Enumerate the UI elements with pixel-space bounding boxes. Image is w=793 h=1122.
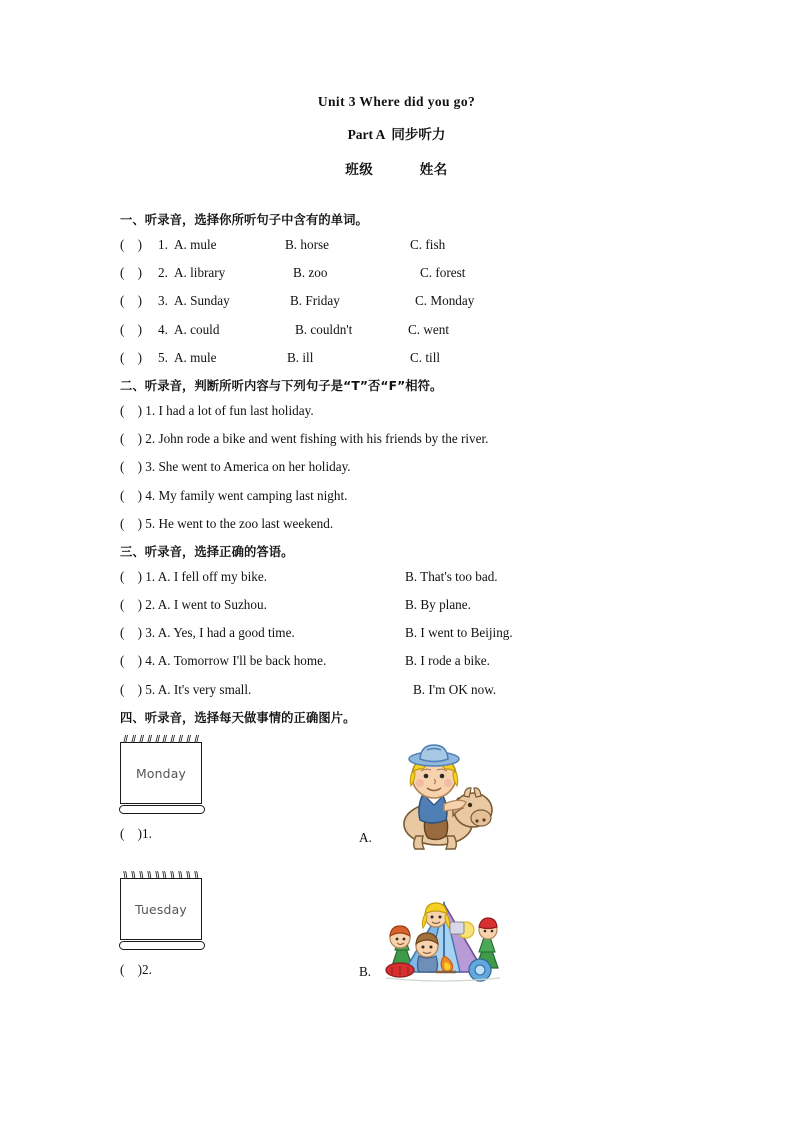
option-b[interactable]: B. zoo bbox=[293, 265, 328, 281]
option-b[interactable]: B. Friday bbox=[290, 293, 340, 309]
section-four-heading: 四、听录音，选择每天做事情的正确图片。 bbox=[120, 710, 356, 725]
section-one-item-3 bbox=[120, 293, 720, 308]
notepad-tuesday bbox=[120, 878, 202, 977]
option-a[interactable]: A. could bbox=[174, 321, 220, 337]
section-one-heading: 一、听录音，选择你所听句子中含有的单词。 bbox=[120, 213, 368, 227]
section-two-item-5[interactable]: ( ) 5. He went to the zoo last weekend. bbox=[120, 515, 334, 531]
section-four bbox=[120, 710, 720, 1000]
section-three bbox=[120, 544, 720, 697]
answer-blank[interactable]: ( ) bbox=[120, 265, 142, 281]
item-number: 4. bbox=[158, 321, 168, 337]
section-four-picture-area bbox=[120, 742, 720, 1000]
section-four-item-1[interactable]: ( )1. bbox=[120, 825, 152, 841]
item-number: 5. bbox=[158, 349, 168, 365]
answer-blank[interactable]: ( ) bbox=[120, 293, 142, 309]
option-a[interactable]: A. mule bbox=[174, 349, 217, 365]
option-c[interactable]: C. forest bbox=[420, 265, 466, 281]
option-a[interactable]: A. Sunday bbox=[174, 293, 230, 309]
section-three-item-4 bbox=[120, 653, 720, 668]
boy-riding-horse-image bbox=[378, 740, 498, 857]
section-two-heading: 二、听录音，判断所听内容与下列句子是“T”否“F”相符。 bbox=[120, 378, 443, 393]
option-b[interactable]: B. I'm OK now. bbox=[413, 681, 497, 697]
option-c[interactable]: C. till bbox=[410, 349, 441, 365]
answer-blank[interactable]: ( ) bbox=[120, 349, 142, 365]
page-header bbox=[0, 0, 793, 178]
section-one bbox=[120, 212, 720, 365]
section-three-item-5 bbox=[120, 682, 720, 697]
option-b[interactable]: B. That's too bad. bbox=[405, 568, 498, 584]
option-c[interactable]: C. fish bbox=[410, 237, 446, 252]
item-number: 1. bbox=[158, 237, 168, 252]
section-three-item-1 bbox=[120, 569, 720, 584]
section-four-row-2 bbox=[120, 878, 720, 1000]
page-title: Unit 3 Where did you go? bbox=[317, 94, 476, 109]
option-b[interactable]: B. horse bbox=[285, 237, 329, 252]
option-a[interactable]: ( ) 4. A. Tomorrow I'll be back home. bbox=[120, 653, 327, 669]
notepad-sheet bbox=[120, 742, 202, 804]
worksheet-body bbox=[120, 212, 720, 1008]
notepad-base bbox=[119, 941, 205, 950]
notepad-monday bbox=[120, 742, 202, 841]
section-two-item-4[interactable]: ( ) 4. My family went camping last night. bbox=[120, 487, 348, 503]
section-three-item-3 bbox=[120, 625, 720, 640]
section-one-item-5 bbox=[120, 350, 720, 365]
option-b[interactable]: B. ill bbox=[287, 349, 314, 365]
option-c[interactable]: C. went bbox=[408, 321, 450, 337]
option-a[interactable]: ( ) 1. A. I fell off my bike. bbox=[120, 568, 267, 584]
section-two-item-2[interactable]: ( ) 2. John rode a bike and went fishing with his friends by the river. bbox=[120, 431, 489, 447]
notepad-base bbox=[119, 805, 205, 814]
answer-blank[interactable]: ( ) bbox=[120, 321, 142, 337]
option-b[interactable]: B. couldn't bbox=[295, 321, 353, 337]
section-two bbox=[120, 378, 720, 531]
camping-tent-icon bbox=[378, 894, 508, 986]
section-two-item-3[interactable]: ( ) 3. She went to America on her holiday. bbox=[120, 459, 351, 475]
notepad-day-label: Monday bbox=[135, 765, 187, 781]
option-a[interactable]: ( ) 5. A. It's very small. bbox=[120, 681, 252, 697]
class-name-row: 班级 姓名 bbox=[345, 162, 448, 177]
section-one-item-4 bbox=[120, 322, 720, 337]
option-b[interactable]: B. By plane. bbox=[405, 597, 471, 613]
section-one-item-2 bbox=[120, 265, 720, 280]
notepad-day-label: Tuesday bbox=[135, 901, 187, 917]
children-camping-tent-image bbox=[378, 894, 508, 991]
option-b[interactable]: B. I went to Beijing. bbox=[405, 625, 513, 641]
picture-b-label: B. bbox=[359, 963, 372, 979]
section-four-row-1 bbox=[120, 742, 720, 864]
option-a[interactable]: ( ) 3. A. Yes, I had a good time. bbox=[120, 625, 295, 641]
page-subtitle: Part A 同步听力 bbox=[347, 127, 446, 142]
item-number: 3. bbox=[158, 293, 168, 309]
notepad-sheet bbox=[120, 878, 202, 940]
section-three-heading: 三、听录音，选择正确的答语。 bbox=[120, 544, 294, 559]
option-a[interactable]: A. library bbox=[174, 265, 226, 281]
section-one-item-1 bbox=[120, 237, 720, 252]
option-a[interactable]: ( ) 2. A. I went to Suzhou. bbox=[120, 597, 267, 613]
section-four-item-2[interactable]: ( )2. bbox=[120, 961, 152, 977]
section-two-item-1[interactable]: ( ) 1. I had a lot of fun last holiday. bbox=[120, 402, 314, 418]
boy-riding-horse-icon bbox=[378, 740, 498, 852]
option-b[interactable]: B. I rode a bike. bbox=[405, 653, 490, 669]
item-number: 2. bbox=[158, 265, 168, 281]
option-a[interactable]: A. mule bbox=[174, 237, 217, 252]
picture-a-label: A. bbox=[359, 829, 372, 845]
section-three-item-2 bbox=[120, 597, 720, 612]
option-c[interactable]: C. Monday bbox=[415, 293, 475, 309]
answer-blank[interactable]: ( ) bbox=[120, 237, 142, 252]
